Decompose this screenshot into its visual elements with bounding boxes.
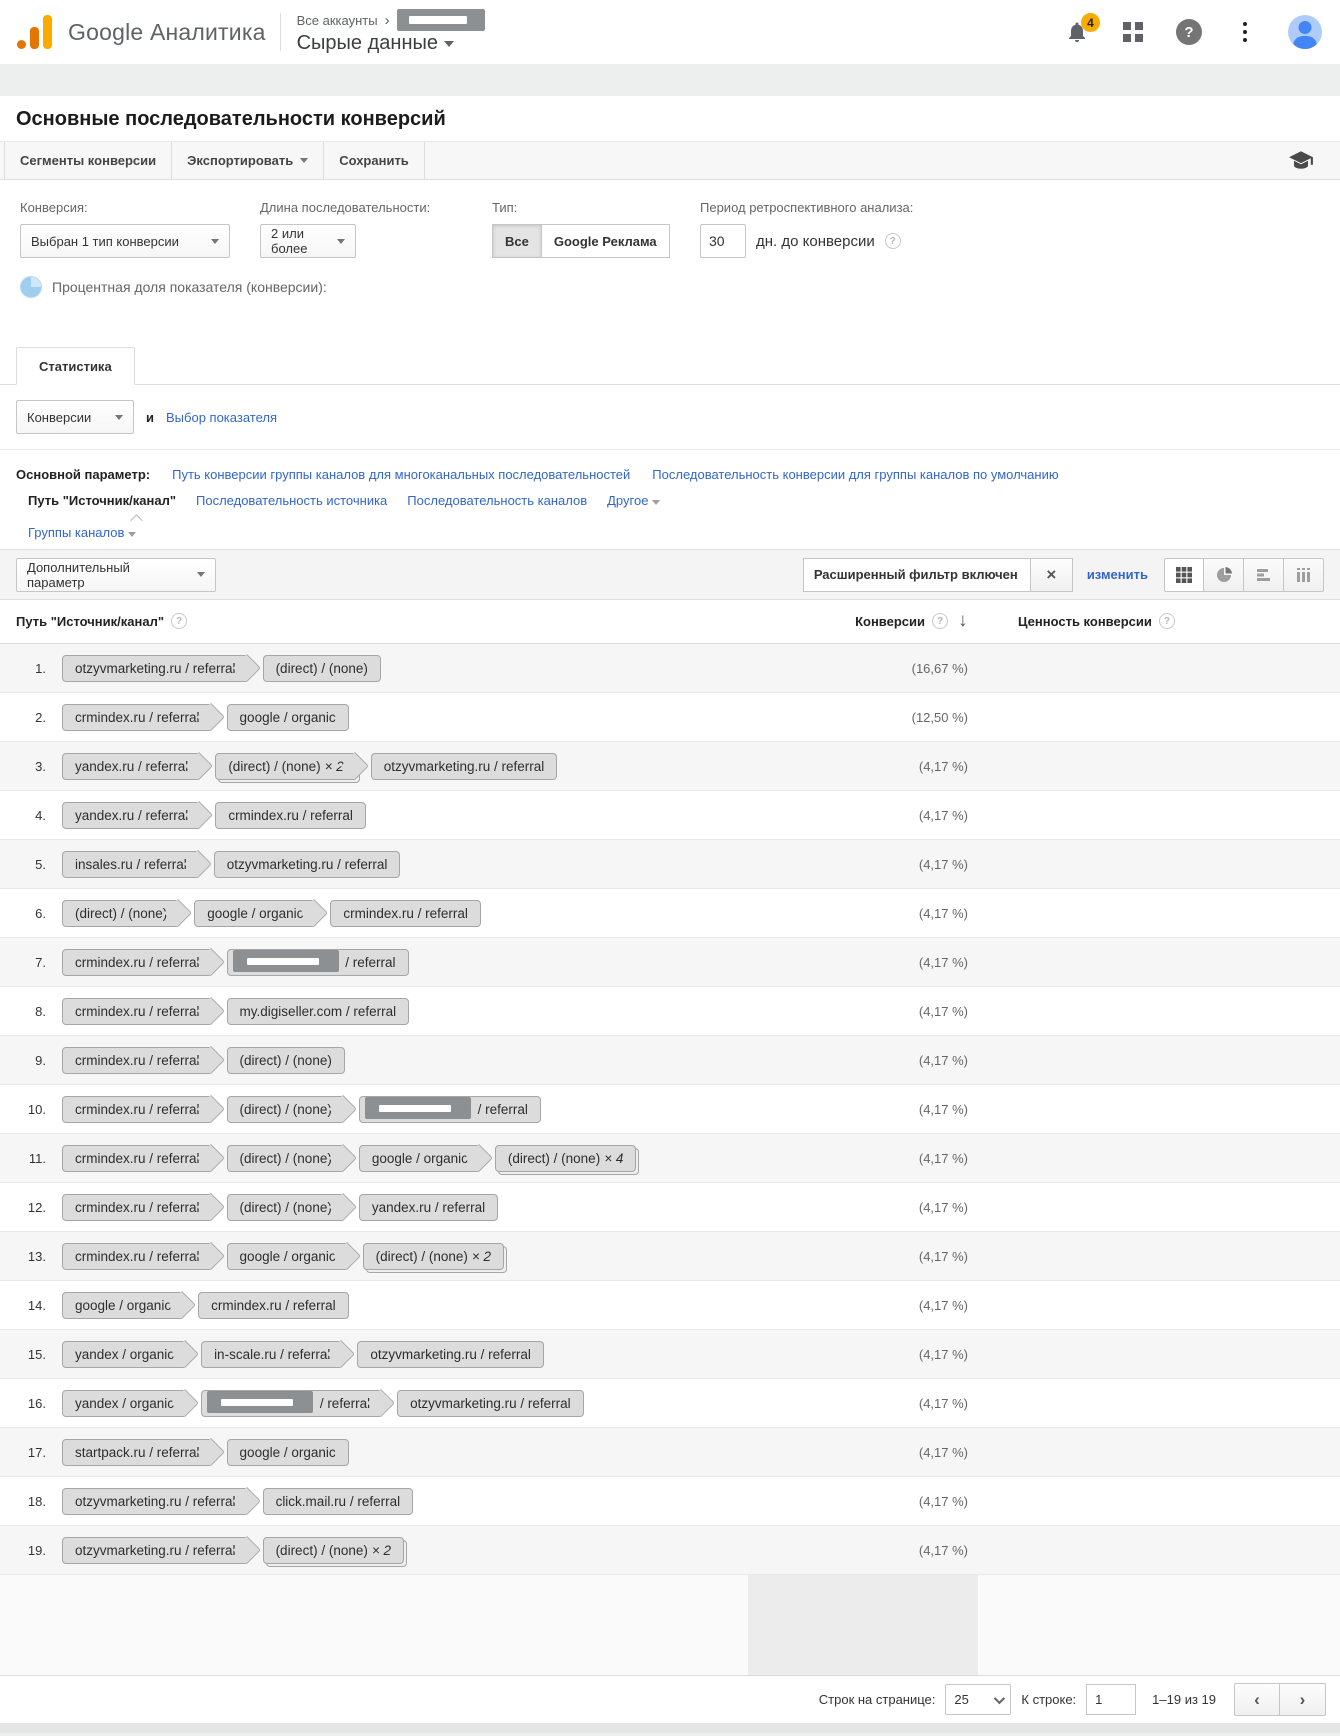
path-chip: crmindex.ru / referral bbox=[62, 1047, 213, 1074]
table-row bbox=[0, 693, 1340, 742]
lookback-suffix: дн. до конверсии bbox=[756, 232, 875, 250]
row-number: 13. bbox=[27, 1248, 46, 1264]
path-chip: (direct) / (none) bbox=[227, 1096, 345, 1123]
primary-dimension-panel bbox=[0, 449, 1340, 549]
conversion-path bbox=[62, 1537, 404, 1564]
conversions-value: (16,67 %) bbox=[911, 660, 968, 676]
path-chip: (direct) / (none) × 2 bbox=[263, 1537, 404, 1564]
table-row bbox=[0, 1330, 1340, 1379]
conversion-path bbox=[62, 949, 409, 976]
path-chip: otzyvmarketing.ru / referral bbox=[62, 1488, 249, 1515]
pivot-view-button[interactable] bbox=[1284, 558, 1324, 592]
next-icon: › bbox=[1299, 1689, 1306, 1709]
conversion-path bbox=[62, 1488, 413, 1515]
path-chip: / referral bbox=[227, 949, 409, 976]
type-toggle-all[interactable]: Все bbox=[492, 224, 542, 258]
goto-row-input[interactable] bbox=[1086, 1684, 1136, 1715]
table-row bbox=[0, 1526, 1340, 1575]
table-body bbox=[0, 644, 1340, 1675]
export-button[interactable]: Экспортировать bbox=[172, 142, 324, 179]
brand-name: Google Аналитика bbox=[68, 18, 266, 45]
conversion-path bbox=[62, 1292, 349, 1319]
lookback-input[interactable] bbox=[700, 224, 746, 258]
bars-view-icon bbox=[1255, 566, 1273, 584]
help-icon: ? bbox=[1176, 19, 1202, 45]
graduation-cap-icon[interactable] bbox=[1288, 150, 1314, 172]
conversions-value: (4,17 %) bbox=[918, 807, 968, 823]
page-bottom-strip bbox=[0, 1723, 1340, 1733]
path-chip: yandex.ru / referral bbox=[62, 753, 201, 780]
channel-groups-dropdown[interactable]: Группы каналов bbox=[28, 520, 136, 546]
dimension-link-default-path[interactable]: Последовательность конверсии для группы каналов по умолчанию bbox=[652, 467, 1059, 482]
conversions-value: (4,17 %) bbox=[918, 1493, 968, 1509]
performance-view-button[interactable] bbox=[1244, 558, 1284, 592]
path-chip: yandex / organic bbox=[62, 1341, 187, 1368]
row-number: 3. bbox=[35, 758, 46, 774]
spacer bbox=[0, 64, 1340, 96]
conversions-value: (4,17 %) bbox=[918, 1199, 968, 1215]
path-chip: yandex.ru / referral bbox=[62, 802, 201, 829]
table-row bbox=[0, 1183, 1340, 1232]
row-number: 4. bbox=[35, 807, 46, 823]
chevron-down-icon bbox=[994, 1692, 1005, 1703]
path-chip: otzyvmarketing.ru / referral bbox=[357, 1341, 544, 1368]
conversion-path bbox=[62, 1096, 541, 1123]
table-view-button[interactable] bbox=[1164, 558, 1204, 592]
rows-per-page-select[interactable]: 25 bbox=[945, 1684, 1011, 1715]
path-chip: crmindex.ru / referral bbox=[62, 1194, 213, 1221]
tab-statistics[interactable]: Статистика bbox=[16, 347, 135, 385]
path-chip: google / organic bbox=[227, 1439, 349, 1466]
conversion-path bbox=[62, 1047, 345, 1074]
account-name-redacted bbox=[397, 9, 485, 31]
table-row bbox=[0, 644, 1340, 693]
secondary-dimension-button[interactable]: Дополнительный параметр bbox=[16, 558, 216, 592]
path-chip: google / organic bbox=[62, 1292, 184, 1319]
table-body-rows bbox=[0, 644, 1340, 1575]
dimension-other-dropdown[interactable]: Другое bbox=[607, 488, 660, 514]
path-chip: otzyvmarketing.ru / referral bbox=[62, 1537, 249, 1564]
primary-dimension-label: Основной параметр: bbox=[16, 467, 151, 482]
conversion-label: Конверсия: bbox=[20, 200, 88, 215]
conversion-path bbox=[62, 1341, 544, 1368]
table-row bbox=[0, 1085, 1340, 1134]
path-chip: crmindex.ru / referral bbox=[215, 802, 366, 829]
path-chip: in-scale.ru / referral bbox=[201, 1341, 343, 1368]
account-switcher[interactable] bbox=[297, 9, 485, 55]
conversions-value: (4,17 %) bbox=[918, 1052, 968, 1068]
chevron-down-icon bbox=[115, 415, 123, 420]
appbar bbox=[0, 0, 1340, 64]
kebab-icon bbox=[1243, 22, 1247, 42]
conversions-metric-dropdown[interactable]: Конверсии bbox=[16, 400, 134, 434]
property-selector[interactable]: Сырые данные bbox=[296, 32, 438, 54]
conversions-value: (4,17 %) bbox=[918, 1150, 968, 1166]
column-header-value[interactable]: Ценность конверсии bbox=[1018, 613, 1152, 629]
table-row bbox=[0, 1281, 1340, 1330]
metrics-row bbox=[0, 385, 1340, 449]
path-chip: (direct) / (none) × 2 bbox=[363, 1243, 504, 1270]
save-button[interactable]: Сохранить bbox=[324, 142, 425, 179]
conversion-path bbox=[62, 1145, 636, 1172]
advanced-filter-box bbox=[803, 558, 1073, 592]
column-header-path[interactable]: Путь "Источник/канал" bbox=[16, 613, 165, 629]
type-label: Тип: bbox=[492, 200, 518, 215]
path-chip: insales.ru / referral bbox=[62, 851, 200, 878]
conversion-path bbox=[62, 851, 400, 878]
lookback-help-icon[interactable]: ? bbox=[885, 233, 901, 249]
table-row bbox=[0, 987, 1340, 1036]
path-chip: (direct) / (none) bbox=[227, 1194, 345, 1221]
rows-per-page-label: Строк на странице: bbox=[818, 1692, 936, 1707]
pagination-bar bbox=[0, 1675, 1340, 1723]
path-chip: google / organic bbox=[194, 900, 316, 927]
filters-panel bbox=[0, 180, 1340, 347]
report-toolbar bbox=[0, 141, 1340, 180]
path-chip: crmindex.ru / referral bbox=[62, 998, 213, 1025]
percentage-view-button[interactable] bbox=[1204, 558, 1244, 592]
path-chip: otzyvmarketing.ru / referral bbox=[371, 753, 558, 780]
pie-chart-icon bbox=[20, 276, 42, 298]
path-chip: crmindex.ru / referral bbox=[62, 704, 213, 731]
chevron-down-icon bbox=[337, 239, 345, 244]
pivot-view-icon bbox=[1295, 566, 1313, 584]
table-row bbox=[0, 938, 1340, 987]
path-chip: crmindex.ru / referral bbox=[330, 900, 481, 927]
chevron-down-icon bbox=[128, 532, 136, 537]
table-row bbox=[0, 1036, 1340, 1085]
conversion-path bbox=[62, 900, 481, 927]
path-chip: otzyvmarketing.ru / referral bbox=[214, 851, 401, 878]
path-chip: crmindex.ru / referral bbox=[62, 949, 213, 976]
sort-descending-icon[interactable]: ↓ bbox=[958, 610, 968, 631]
path-chip: google / organic bbox=[227, 1243, 349, 1270]
table-row bbox=[0, 1232, 1340, 1281]
path-chip: google / organic bbox=[359, 1145, 481, 1172]
conversions-value: (4,17 %) bbox=[918, 1346, 968, 1362]
path-chip: otzyvmarketing.ru / referral bbox=[397, 1390, 584, 1417]
repeat-multiplier: × 2 bbox=[371, 1542, 391, 1558]
edit-filter-link[interactable]: изменить bbox=[1086, 567, 1148, 582]
path-chip: yandex.ru / referral bbox=[359, 1194, 498, 1221]
redacted-text bbox=[233, 950, 339, 972]
prev-icon: ‹ bbox=[1254, 1689, 1260, 1709]
conversions-value: (4,17 %) bbox=[918, 1248, 968, 1264]
dimension-link-source-path[interactable]: Последовательность источника bbox=[196, 493, 388, 508]
path-chip: click.mail.ru / referral bbox=[263, 1488, 414, 1515]
conversion-path bbox=[62, 998, 409, 1025]
chevron-down-icon bbox=[197, 572, 205, 577]
next-page-button[interactable] bbox=[1280, 1683, 1326, 1716]
path-chip: crmindex.ru / referral bbox=[62, 1243, 213, 1270]
table-row bbox=[0, 742, 1340, 791]
clear-filter-button[interactable] bbox=[1031, 558, 1073, 592]
conversions-value: (4,17 %) bbox=[918, 1444, 968, 1460]
prev-page-button[interactable] bbox=[1234, 1683, 1280, 1716]
notification-badge: 4 bbox=[1081, 13, 1100, 32]
type-toggle bbox=[492, 224, 670, 258]
type-toggle-google-ads[interactable]: Google Реклама bbox=[542, 224, 670, 258]
conversion-path bbox=[62, 802, 366, 829]
table-row bbox=[0, 1379, 1340, 1428]
redacted-text bbox=[207, 1391, 313, 1413]
table-view-icon bbox=[1175, 566, 1193, 584]
table-row bbox=[0, 1477, 1340, 1526]
chevron-down-icon bbox=[652, 500, 660, 505]
path-chip: (direct) / (none) bbox=[62, 900, 180, 927]
close-icon: × bbox=[1046, 564, 1057, 584]
row-number: 11. bbox=[28, 1150, 46, 1166]
table-row bbox=[0, 1428, 1340, 1477]
conversions-value: (4,17 %) bbox=[918, 758, 968, 774]
notifications-button[interactable] bbox=[1064, 15, 1094, 45]
avatar[interactable] bbox=[1288, 15, 1322, 49]
repeat-multiplier: × 2 bbox=[324, 758, 344, 774]
table-row bbox=[0, 840, 1340, 889]
apps-grid-button[interactable] bbox=[1120, 19, 1146, 45]
and-label: и bbox=[146, 409, 154, 425]
row-number: 6. bbox=[35, 905, 46, 921]
column-header-conversions[interactable]: Конверсии bbox=[855, 613, 925, 629]
row-number: 2. bbox=[35, 709, 46, 725]
goto-row-label: К строке: bbox=[1021, 1692, 1077, 1707]
path-chip: crmindex.ru / referral bbox=[198, 1292, 349, 1319]
divider bbox=[280, 13, 281, 51]
row-number: 17. bbox=[27, 1444, 46, 1460]
pie-view-icon bbox=[1215, 566, 1233, 584]
value-help-icon[interactable]: ? bbox=[1159, 613, 1175, 629]
path-chip: crmindex.ru / referral bbox=[62, 1096, 213, 1123]
path-chip: otzyvmarketing.ru / referral bbox=[62, 655, 249, 682]
row-number: 12. bbox=[27, 1199, 46, 1215]
conversions-value: (4,17 %) bbox=[918, 1003, 968, 1019]
table-body-extension bbox=[0, 1575, 1340, 1675]
row-number: 16. bbox=[27, 1395, 46, 1411]
view-switcher bbox=[1164, 558, 1324, 592]
conversions-value: (4,17 %) bbox=[918, 1101, 968, 1117]
path-chip: crmindex.ru / referral bbox=[62, 1145, 213, 1172]
conversions-value: (4,17 %) bbox=[918, 1297, 968, 1313]
select-metric-link[interactable]: Выбор показателя bbox=[166, 409, 277, 425]
chevron-down-icon bbox=[211, 239, 219, 244]
conversions-value: (4,17 %) bbox=[918, 1395, 968, 1411]
dimension-link-medium-path[interactable]: Последовательность каналов bbox=[407, 493, 588, 508]
chevron-down-icon bbox=[444, 41, 454, 47]
path-chip: google / organic bbox=[227, 704, 349, 731]
chevron-right-icon: › bbox=[384, 11, 390, 29]
conversion-path bbox=[62, 655, 381, 682]
row-number: 19. bbox=[27, 1542, 46, 1558]
path-chip: yandex / organic bbox=[62, 1390, 187, 1417]
row-number: 5. bbox=[35, 856, 46, 872]
row-number: 7. bbox=[35, 954, 46, 970]
path-help-icon[interactable]: ? bbox=[171, 613, 187, 629]
path-chip: / referral bbox=[201, 1390, 383, 1417]
conversion-path bbox=[62, 1194, 498, 1221]
conversion-path bbox=[62, 704, 349, 731]
path-chip: startpack.ru / referral bbox=[62, 1439, 213, 1466]
conversion-path bbox=[62, 1243, 504, 1270]
row-number: 1. bbox=[35, 660, 46, 676]
row-number: 10. bbox=[27, 1101, 46, 1117]
table-row bbox=[0, 791, 1340, 840]
conversion-path bbox=[62, 1439, 349, 1466]
path-chip: (direct) / (none) × 2 bbox=[215, 753, 356, 780]
path-chip: (direct) / (none) bbox=[227, 1047, 345, 1074]
conversions-value: (12,50 %) bbox=[911, 709, 968, 725]
page-nav bbox=[1234, 1683, 1326, 1716]
page-title: Основные последовательности конверсий bbox=[16, 108, 446, 130]
table-controls-bar bbox=[0, 549, 1340, 600]
row-number: 14. bbox=[27, 1297, 46, 1313]
overflow-menu-button[interactable] bbox=[1232, 19, 1258, 45]
row-number: 18. bbox=[27, 1493, 46, 1509]
conversion-path bbox=[62, 753, 557, 780]
table-row bbox=[0, 1134, 1340, 1183]
title-band bbox=[0, 96, 1340, 141]
help-button[interactable] bbox=[1176, 19, 1202, 45]
conversion-path bbox=[62, 1390, 584, 1417]
conversions-value: (4,17 %) bbox=[918, 856, 968, 872]
selected-dimension-source-medium-path[interactable]: Путь "Источник/канал" bbox=[28, 493, 177, 508]
conversion-type-dropdown[interactable]: Выбран 1 тип конверсии bbox=[20, 224, 230, 258]
table-header bbox=[0, 600, 1340, 644]
lookback-label: Период ретроспективного анализа: bbox=[700, 200, 914, 215]
breadcrumb[interactable]: Все аккаунты bbox=[296, 12, 378, 28]
table-row bbox=[0, 889, 1340, 938]
repeat-multiplier: × 2 bbox=[471, 1248, 492, 1264]
row-number: 9. bbox=[35, 1052, 46, 1068]
path-chip: / referral bbox=[359, 1096, 541, 1123]
tab-bar bbox=[0, 347, 1340, 385]
dimension-link-mcf-path[interactable]: Путь конверсии группы каналов для многоканальных последовательностей bbox=[172, 467, 631, 482]
row-number: 8. bbox=[35, 1003, 46, 1019]
path-chip: my.digiseller.com / referral bbox=[227, 998, 410, 1025]
row-number: 15. bbox=[27, 1346, 46, 1362]
path-length-label: Длина последовательности: bbox=[260, 200, 431, 215]
conversions-value: (4,17 %) bbox=[918, 954, 968, 970]
filter-status-text: Расширенный фильтр включен bbox=[803, 558, 1031, 592]
redacted-text bbox=[365, 1097, 471, 1119]
repeat-multiplier: × 4 bbox=[604, 1150, 624, 1166]
chevron-down-icon bbox=[300, 158, 308, 163]
path-length-dropdown[interactable]: 2 или более bbox=[260, 224, 356, 258]
path-chip: (direct) / (none) bbox=[227, 1145, 345, 1172]
conversions-help-icon[interactable]: ? bbox=[932, 613, 948, 629]
conversion-segments-button[interactable]: Сегменты конверсии bbox=[4, 142, 172, 179]
conversions-value: (4,17 %) bbox=[918, 1542, 968, 1558]
row-range-text: 1–19 из 19 bbox=[1152, 1692, 1216, 1707]
percent-share-label: Процентная доля показателя (конверсии): bbox=[52, 279, 327, 295]
path-chip: (direct) / (none) bbox=[263, 655, 381, 682]
conversions-value: (4,17 %) bbox=[918, 905, 968, 921]
apps-grid-icon bbox=[1123, 22, 1143, 42]
path-chip: (direct) / (none) × 4 bbox=[495, 1145, 636, 1172]
google-analytics-logo-icon[interactable] bbox=[18, 13, 56, 51]
